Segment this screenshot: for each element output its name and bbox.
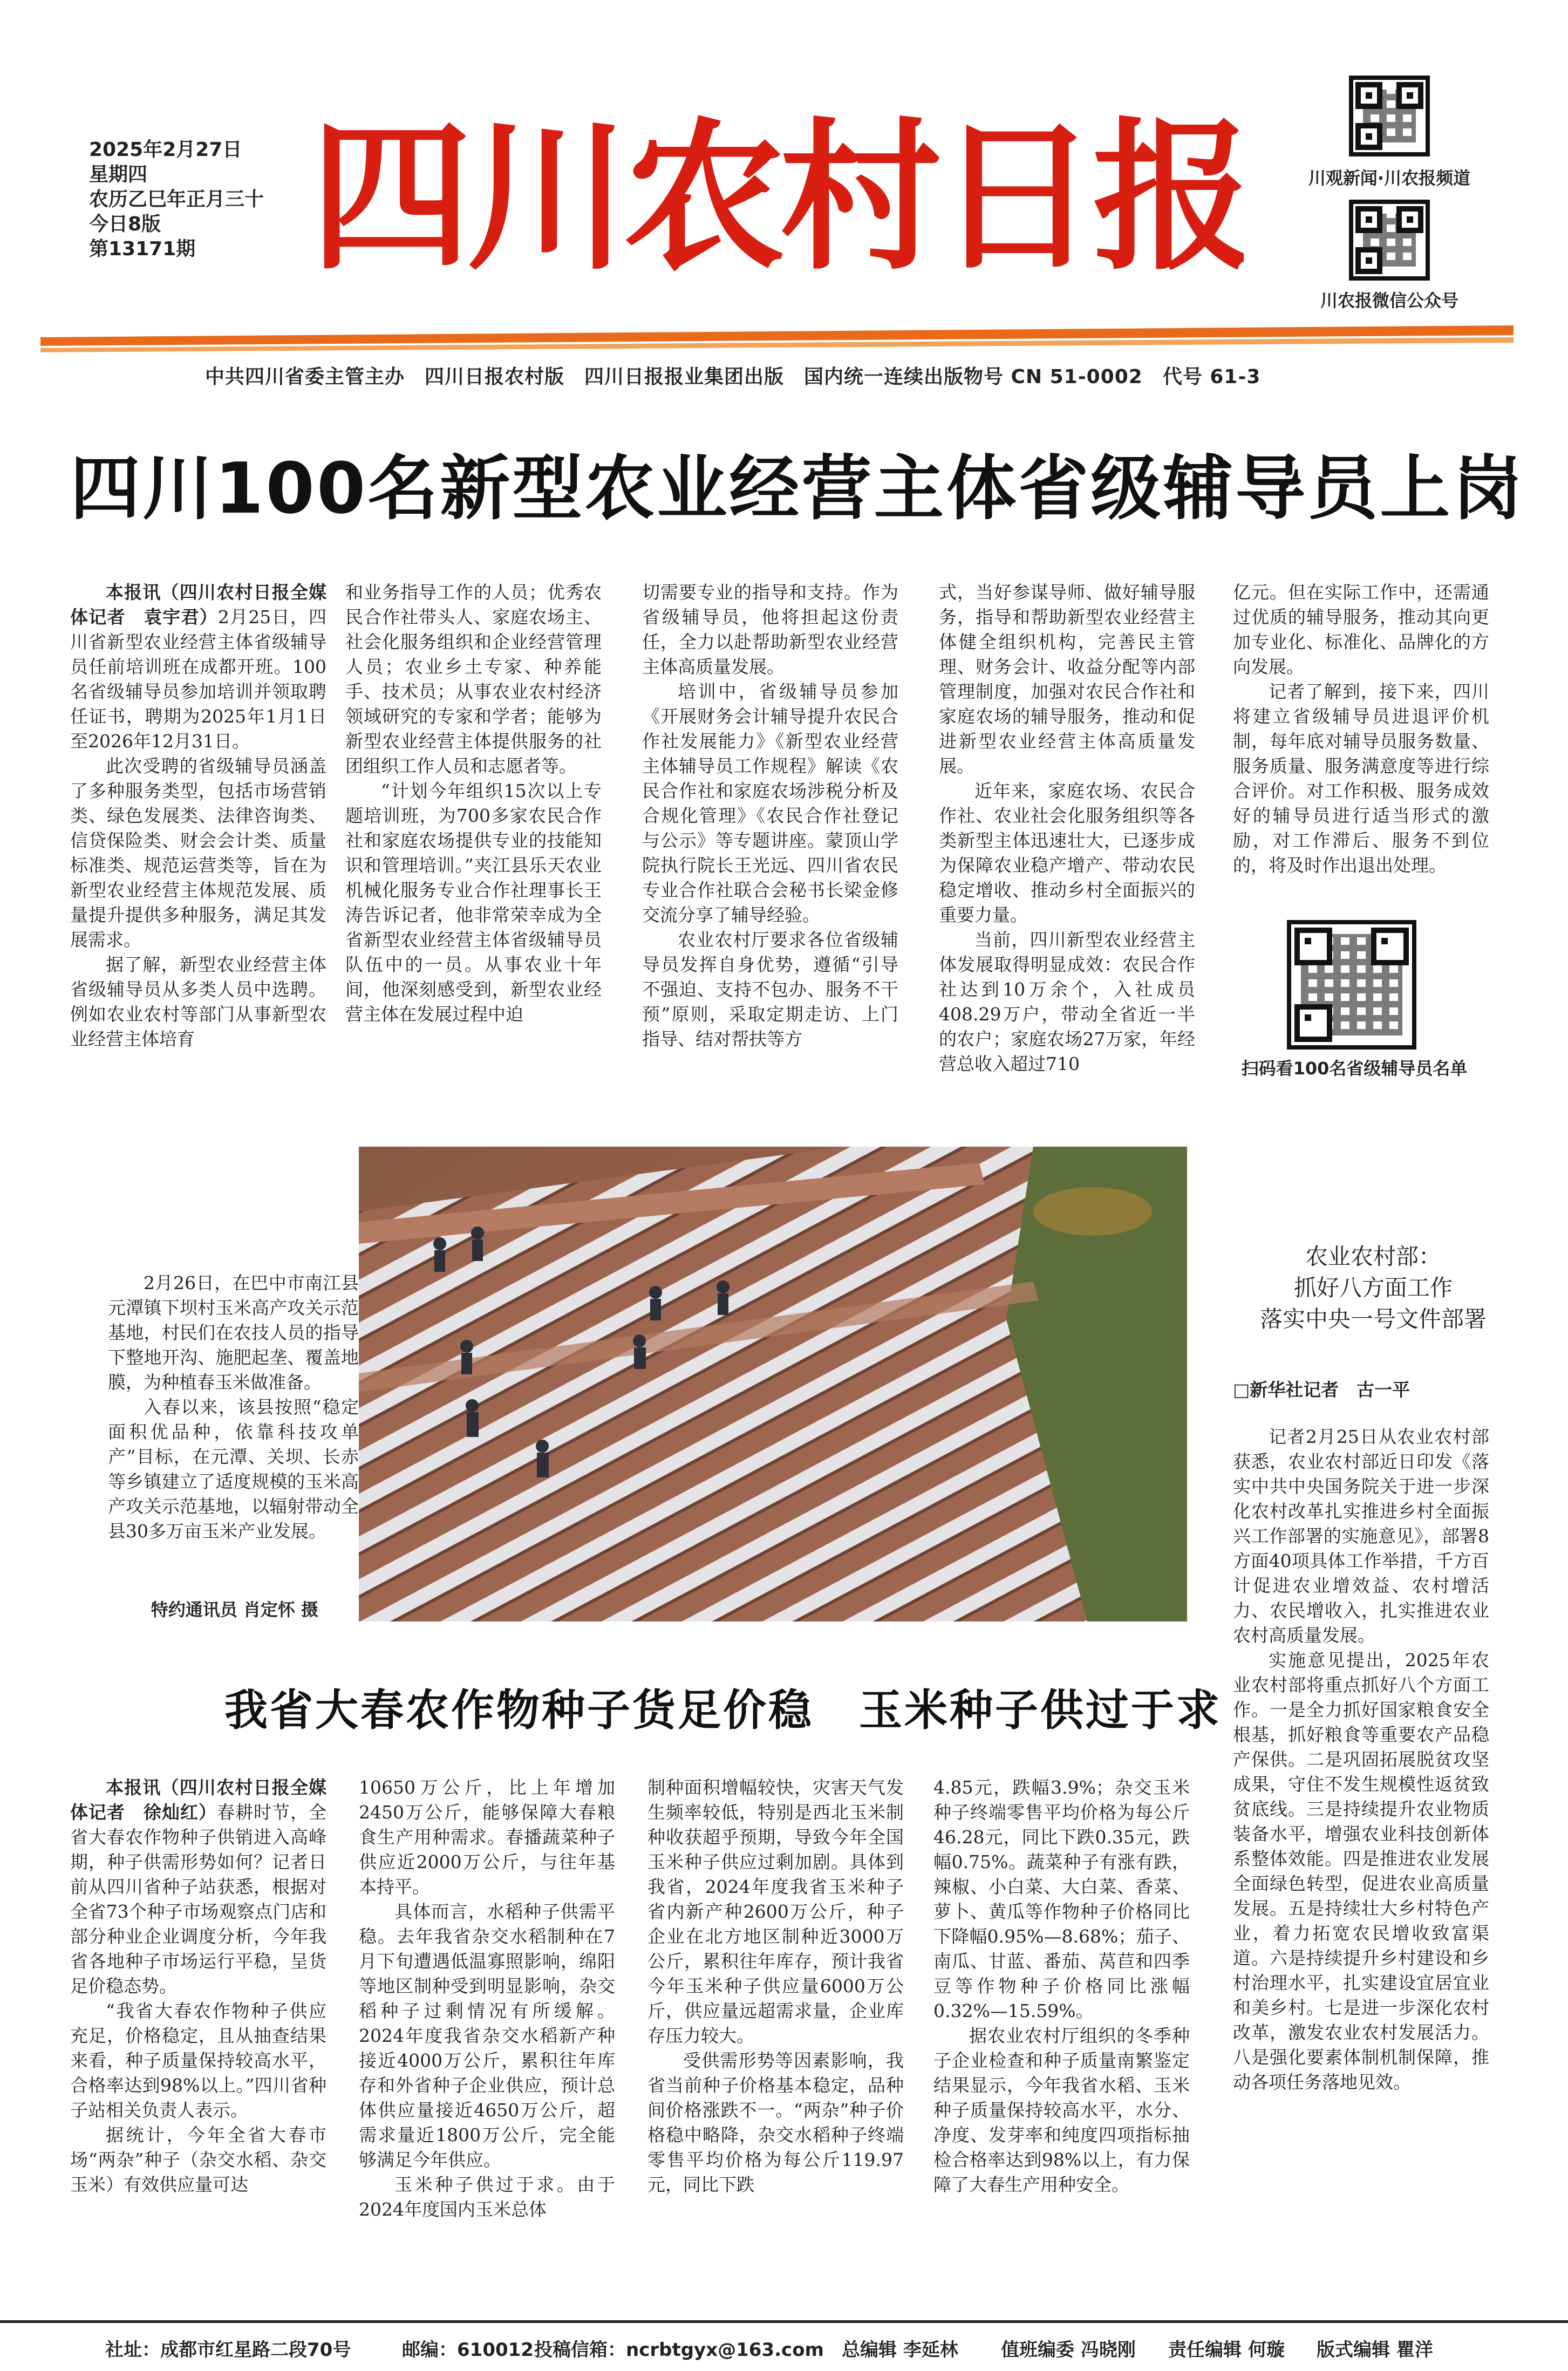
qr-code-news[interactable] (1349, 76, 1430, 156)
story2-column-4 (933, 1775, 1190, 2197)
story1-column-3 (642, 580, 898, 1052)
story1-col3-p2: 培训中，省级辅导员参加《开展财务会计辅导提升农民合作社发展能力》《新型农业经营主体辅导员工作规程》解读《农民合作社和家庭农场涉税分析及合规化管理》《农民合作社登记与公示》等专题讲座。蒙顶山学院执行院长王光远、四川省农民专业合作社联合会秘书长梁金修交流分享了辅导经验。 (642, 681, 898, 925)
story1-col5-p1: 亿元。但在实际工作中，还需通过优质的辅导服务，推动其向更加专业化、标准化、品牌化的方向发展。 (1233, 582, 1489, 677)
footer-editor: 责任编辑 何璇 (1168, 2339, 1285, 2361)
side-story-headline-line1: 农业农村部： (1305, 1243, 1441, 1270)
masthead-logo (316, 92, 1244, 291)
story2-col3-p2: 受供需形势等因素影响，我省当前种子价格基本稳定，品种间价格涨跌不一。“两杂”种子价格稳中略降，杂交水稻种子终端零售平均价格为每公斤119.97元，同比下跌 (647, 2050, 904, 2195)
issue-lunar-date: 农历乙巳年正月三十 (89, 188, 264, 210)
issue-date: 2025年2月27日 (89, 139, 242, 161)
story2-col2-p3: 玉米种子供过于求。由于2024年度国内玉米总体 (359, 2174, 615, 2220)
side-story-p1: 记者2月25日从农业农村部获悉，农业农村部近日印发《落实中共中央国务院关于进一步深化农村改革扎实推进乡村全面振兴工作部署的实施意见》，部署8方面40项具体工作举措，千方百计促进农业增效益、农村增活力、农民增收入，扎实推进农业农村高质量发展。 (1233, 1426, 1489, 1646)
story2-col4-p1: 4.85元，跌幅3.9%；杂交玉米种子终端零售平均价格为每公斤46.28元，同比下跌0.35元，跌幅0.75%。蔬菜种子有涨有跌，辣椒、小白菜、大白菜、香菜、萝卜、黄瓜等作物种子价格同比下降幅0.95%—8.68%；茄子、南瓜、甘蓝、番茄、莴苣和四季豆等作物种子价格同比涨幅0.32%—15.59%。 (933, 1777, 1190, 2021)
side-story-headline-line3: 落实中央一号文件部署 (1259, 1306, 1487, 1332)
story1-column-2 (345, 580, 602, 1027)
story2-col3-p1: 制种面积增幅较快，灾害天气发生频率较低，特别是西北玉米制种收获超乎预期，导致今年全国玉米种子供应过剩加剧。具体到我省，2024年度我省玉米种子省内新产种2600万公斤，种子企业在北方地区制种近3000万公斤，累积往年库存，预计我省今年玉米种子供应量6000万公斤，供应量远超需求量，企业库存压力较大。 (647, 1777, 904, 2046)
story1-col1-p2: 此次受聘的省级辅导员涵盖了多种服务类型，包括市场营销类、绿色发展类、法律咨询类、信贷保险类、财会会计类、质量标准类、规范运营类等，旨在为新型农业经营主体规范发展、质量提升提供多种服务，满足其发展需求。 (70, 755, 326, 950)
story1-column-1 (70, 580, 326, 1052)
story1-col2-p2: “计划今年组织15次以上专题培训班，为700多家农民合作社和家庭农场提供专业的技能知识和管理培训。”夹江县乐天农业机械化服务专业合作社理事长王涛告诉记者，他非常荣幸成为全省新型农业经营主体省级辅导员队伍中的一员。从事农业十年间，他深刻感受到，新型农业经营主体在发展过程中迫 (345, 780, 602, 1025)
story2-byline: 本报讯（四川农村日报全媒体记者 徐灿红） (70, 1777, 326, 1823)
footer-layout-editor: 版式编辑 瞿洋 (1317, 2339, 1433, 2361)
story1-col3-p1: 切需要专业的指导和支持。作为省级辅导员，他将担起这份责任，全力以赴帮助新型农业经营主体高质量发展。 (642, 582, 898, 677)
story1-byline: 本报讯（四川农村日报全媒体记者 袁宇君） (70, 582, 326, 628)
footer-email[interactable]: 投稿信箱：ncrbtgyx@163.com (534, 2339, 824, 2361)
side-story-byline: □新华社记者 古一平 (1233, 1379, 1410, 1400)
side-story-headline-line2: 抓好八方面工作 (1293, 1275, 1453, 1301)
side-story-headline[interactable] (1217, 1241, 1530, 1335)
footer-address: 社址：成都市红星路二段70号 (105, 2339, 351, 2361)
side-story-p2: 实施意见提出，2025年农业农村部将重点抓好八个方面工作。一是全力抓好国家粮食安全根基，抓好粮食等重要农产品稳产保供。二是巩固拓展脱贫攻坚成果，守住不发生规模性返贫致贫底线。三是持续提升农业物质装备水平，增强农业科技创新体系整体效能。四是推进农业发展全面绿色转型，促进农业高质量发展。五是持续壮大乡村特色产业，着力拓宽农民增收致富渠道。六是持续提升乡村建设和乡村治理水平，扎实建设宜居宜业和美乡村。七是进一步深化农村改革，激发农业农村发展活力。八是强化要素体制机制保障，推动各项任务落地见效。 (1233, 1650, 1489, 2093)
story1-col4-p1: 式，当好参谋导师、做好辅导服务，指导和帮助新型农业经营主体健全组织机构，完善民主管理、财务会计、收益分配等内部管理制度，加强对农民合作社和家庭农场的辅导服务，推动和促进新型农业经营主体高质量发展。 (939, 582, 1195, 776)
story2-col2-p1: 10650万公斤，比上年增加2450万公斤，能够保障大春粮食生产用种需求。春播蔬菜种子供应近2000万公斤，与往年基本持平。 (359, 1777, 615, 1897)
issue-page-count: 今日8版 (89, 213, 161, 235)
story2-col2-p2: 具体而言，水稻种子供需平稳。去年我省杂交水稻制种在7月下旬遭遇低温寡照影响，绵阳等地区制种受到明显影响，杂交稻种子过剩情况有所缓解。2024年度我省杂交水稻新产种接近4000万公斤，累积往年库存和外省种子企业供应，预计总体供应量接近4650万公斤，超需求量近1800万公斤，完全能够满足今年供应。 (359, 1901, 615, 2170)
photo-caption-p2: 入春以来，该县按照“稳定面积优品种，依靠科技攻单产”目标，在元潭、关坝、长赤等乡镇建立了适度规模的玉米高产攻关示范基地，以辐射带动全县30多万亩玉米产业发展。 (108, 1396, 359, 1542)
issue-meta (89, 138, 294, 262)
qr-caption-news: 川观新闻·川农报频道 (1308, 168, 1471, 188)
photo-caption-p1: 2月26日，在巴中市南江县元潭镇下坝村玉米高产攻关示范基地，村民们在农技人员的指导下整地开沟、施肥起垄、覆盖地膜，为种植春玉米做准备。 (108, 1272, 359, 1393)
story1-column-4 (939, 580, 1195, 1077)
story2-column-1 (70, 1775, 326, 2197)
footer-postcode: 邮编：610012 (402, 2339, 534, 2361)
story2-column-3 (647, 1775, 904, 2197)
footer-chief-editor: 总编辑 李延林 (842, 2339, 958, 2361)
story2-column-2 (359, 1775, 615, 2222)
story2-col1-p1: 春耕时节，全省大春农作物种子供销进入高峰期，种子供需形势如何？记者日前从四川省种子站获悉，根据对全省73个种子市场观察点门店和部分种业企业调度分析，今年我省各地种子市场运行平稳，呈货足价稳态势。 (70, 1802, 326, 1997)
footer-duty-editor: 值班编委 冯晓刚 (1001, 2339, 1136, 2361)
story1-col4-p2: 近年来，家庭农场、农民合作社、农业社会化服务组织等各类新型主体迅速壮大，已逐步成为保障农业稳产增产、带动农民稳定增收、推动乡村全面振兴的重要力量。 (939, 780, 1195, 925)
publication-info: 中共四川省委主管主办 四川日报农村版 四川日报报业集团出版 国内统一连续出版物号 CN 51-0002 代号 61-3 (205, 366, 1261, 388)
header-band (40, 321, 1514, 359)
qr-caption-wechat: 川农报微信公众号 (1320, 290, 1458, 311)
side-story-body (1233, 1425, 1489, 2095)
story1-column-5 (1233, 580, 1489, 878)
masthead-text: 四川农村日报 (316, 101, 1244, 291)
story2-col4-p2: 据农业农村厅组织的冬季种子企业检查和种子质量南繁鉴定结果显示，今年我省水稻、玉米种子质量保持较高水平，水分、净度、发芽率和纯度四项指标抽检合格率达到98%以上，有力保障了大春生产用种安全。 (933, 2025, 1190, 2195)
story1-headline[interactable]: 四川100名新型农业经营主体省级辅导员上岗 (70, 447, 1525, 529)
story1-col1-p1: 2月25日，四川省新型农业经营主体省级辅导员任前培训班在成都开班。100名省级辅导员参加培训并领取聘任证书，聘期为2025年1月1日至2026年12月31日。 (70, 607, 327, 752)
story1-col2-p1: 和业务指导工作的人员；优秀农民合作社带头人、家庭农场主、社会化服务组织和企业经营管理人员；农业乡土专家、种养能手、技术员；从事农业农村经济领域研究的专家和学者；能够为新型农业经营主体提供服务的社团组织工作人员和志愿者等。 (345, 582, 602, 776)
photo-credit: 特约通讯员 肖定怀 摄 (151, 1599, 318, 1620)
story2-col1-p3: 据统计，今年全省大春市场“两杂”种子（杂交水稻、杂交玉米）有效供应量可达 (70, 2124, 326, 2195)
story1-col1-p3: 据了解，新型农业经营主体省级辅导员从多类人员中选聘。例如农业农村等部门从事新型农业经营主体培育 (70, 954, 326, 1050)
qr-code-counselor-list[interactable] (1287, 920, 1416, 1050)
qr-code-wechat[interactable] (1349, 200, 1430, 281)
story2-col1-p2: “我省大春农作物种子供应充足，价格稳定，且从抽查结果来看，种子质量保持较高水平，合格率达到98%以上。”四川省种子站相关负责人表示。 (70, 2000, 326, 2121)
issue-weekday: 星期四 (89, 163, 148, 186)
story2-headline[interactable]: 我省大春农作物种子货足价稳 玉米种子供过于求 (224, 1685, 1222, 1735)
farm-field-photo (359, 1147, 1187, 1621)
photo-caption (108, 1271, 359, 1544)
qr-caption-counselor-list: 扫码看100名省级辅导员名单 (1241, 1058, 1468, 1079)
story1-col5-p2: 记者了解到，接下来，四川将建立省级辅导员进退评价机制，每年底对辅导员服务数量、服务质量、服务满意度等进行综合评价。对工作积极、服务成效好的辅导员进行适当形式的激励，对工作滞后、服务不到位的，将及时作出退出处理。 (1233, 681, 1489, 876)
story1-col4-p3: 当前，四川新型农业经营主体发展取得明显成效：农民合作社达到10万余个，入社成员408.29万户，带动全省近一半的农户；家庭农场27万家，年经营总收入超过710 (939, 929, 1195, 1074)
issue-number: 第13171期 (89, 238, 196, 260)
page-footer (0, 2320, 1568, 2371)
story1-col3-p3: 农业农村厅要求各位省级辅导员发挥自身优势，遵循“引导不强迫、支持不包办、服务不干预”原则，采取定期走访、上门指导、结对帮扶等方 (642, 929, 898, 1050)
